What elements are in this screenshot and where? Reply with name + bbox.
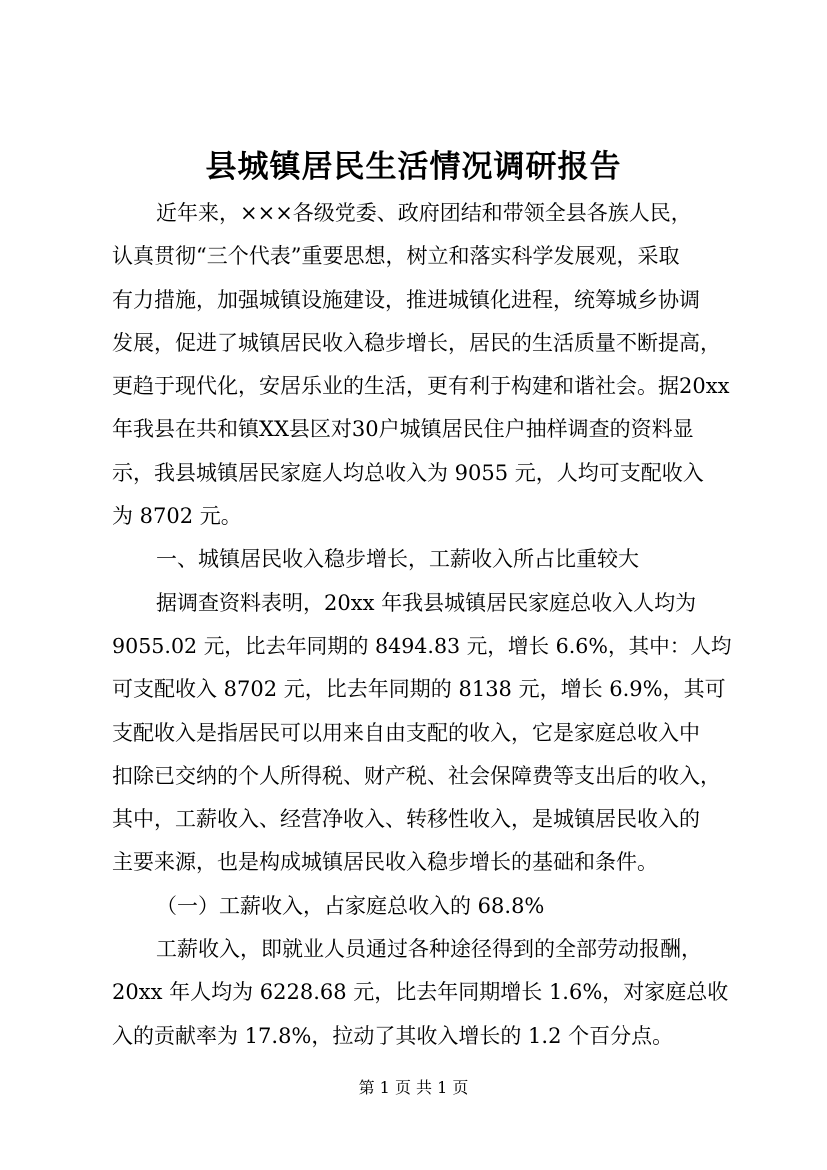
section-heading: 一、城镇居民收入稳步增长，工薪收入所占比重较大 xyxy=(156,547,639,572)
paragraph-line: 支配收入是指居民可以用来自由支配的收入，它是家庭总收入中 xyxy=(112,720,700,745)
document-body xyxy=(112,192,732,1058)
paragraph-line: 扣除已交纳的个人所得税、财产税、社会保障费等支出后的收入， xyxy=(112,763,721,788)
paragraph-line: 可支配收入 8702 元，比去年同期的 8138 元，增长 6.9%，其可 xyxy=(112,677,726,702)
subsection-heading: （一）工薪收入，占家庭总收入的 68.8% xyxy=(156,893,545,918)
paragraph-line: 更趋于现代化，安居乐业的生活，更有利于构建和谐社会。据20xx xyxy=(112,374,730,399)
paragraph-line: 其中，工薪收入、经营净收入、转移性收入，是城镇居民收入的 xyxy=(112,807,700,832)
paragraph-line: 主要来源，也是构成城镇居民收入稳步增长的基础和条件。 xyxy=(112,850,658,875)
paragraph-line: 据调查资料表明，20xx 年我县城镇居民家庭总收入人均为 xyxy=(156,590,697,615)
document-title: 县城镇居民生活情况调研报告 xyxy=(205,149,622,185)
paragraph-line: 年我县在共和镇XX县区对30户城镇居民住户抽样调查的资料显 xyxy=(112,417,694,442)
paragraph-line: 发展，促进了城镇居民收入稳步增长，居民的生活质量不断提高， xyxy=(112,330,721,355)
paragraph-line: 工薪收入，即就业人员通过各种途径得到的全部劳动报酬， xyxy=(156,937,702,962)
paragraph-line: 为 8702 元。 xyxy=(112,504,242,529)
page-number-footer: 第 1 页 共 1 页 xyxy=(358,1078,469,1097)
paragraph-line: 近年来，×××各级党委、政府团结和带领全县各族人民， xyxy=(156,201,692,225)
paragraph-line: 入的贡献率为 17.8%，拉动了其收入增长的 1.2 个百分点。 xyxy=(112,1023,674,1048)
paragraph-line: 有力措施，加强城镇设施建设，推进城镇化进程，统筹城乡协调 xyxy=(112,287,700,312)
paragraph-line: 示，我县城镇居民家庭人均总收入为 9055 元，人均可支配收入 xyxy=(112,460,704,485)
paragraph-line: 认真贯彻“三个代表”重要思想，树立和落实科学发展观，采取 xyxy=(112,244,680,269)
paragraph-line: 9055.02 元，比去年同期的 8494.83 元，增长 6.6%，其中：人均 xyxy=(112,633,732,658)
paragraph-line: 20xx 年人均为 6228.68 元，比去年同期增长 1.6%，对家庭总收 xyxy=(112,980,729,1005)
